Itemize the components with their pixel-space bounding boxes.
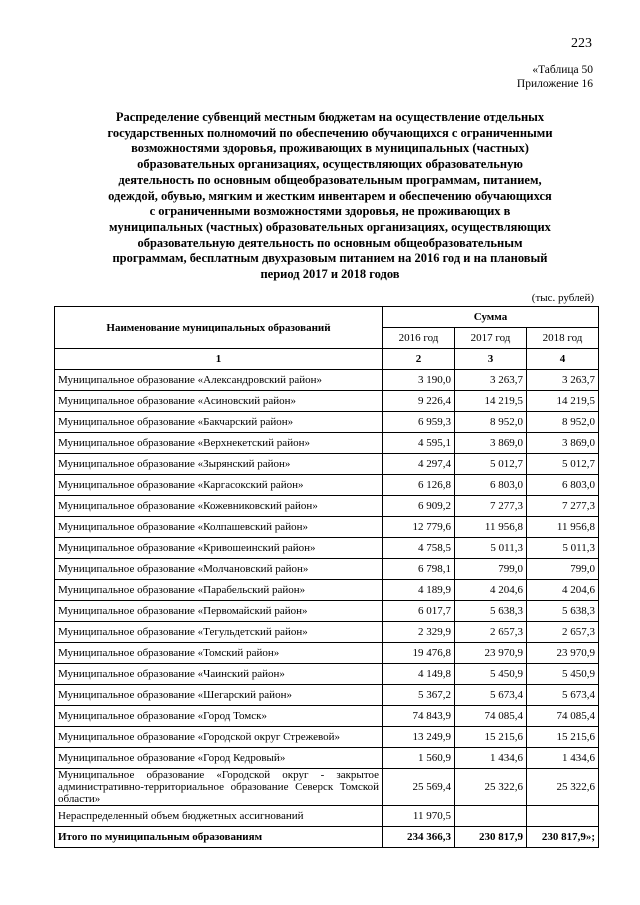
value-2018: 11 956,8 (527, 517, 599, 538)
total-2018: 230 817,9»; (527, 827, 599, 848)
value-2016: 6 126,8 (383, 475, 455, 496)
value-2017: 5 450,9 (455, 664, 527, 685)
total-row (55, 827, 599, 848)
municipality-name: Муниципальное образование «Чаинский район» (55, 664, 383, 685)
table-row (55, 559, 599, 580)
table-number: «Таблица 50 (532, 64, 593, 76)
value-2017: 23 970,9 (455, 643, 527, 664)
value-2017: 3 263,7 (455, 370, 527, 391)
title-line: одеждой, обувью, мягким и жестким инвентарем и обеспечению обучающихся (108, 188, 552, 203)
municipality-name: Муниципальное образование «Каргасокский район» (55, 475, 383, 496)
value-2018: 74 085,4 (527, 706, 599, 727)
title-line: деятельность по основным общеобразовательным программам, питанием, (118, 172, 542, 187)
table-row (55, 475, 599, 496)
title-line: государственных полномочий по обеспечению обучающихся с ограниченными (107, 125, 553, 140)
value-2018: 5 673,4 (527, 685, 599, 706)
table-row (55, 685, 599, 706)
value-2018: 25 322,6 (527, 769, 599, 806)
value-2017: 799,0 (455, 559, 527, 580)
value-2017: 2 657,3 (455, 622, 527, 643)
municipality-name: Муниципальное образование «Парабельский район» (55, 580, 383, 601)
value-2016: 4 297,4 (383, 454, 455, 475)
table-row (55, 517, 599, 538)
table-row (55, 433, 599, 454)
title-line: образовательных организациях, осуществляющих образовательную (137, 157, 523, 172)
municipality-name: Муниципальное образование «Шегарский район» (55, 685, 383, 706)
municipality-name: Нераспределенный объем бюджетных ассигнований (55, 806, 383, 827)
header-2018: 2018 год (527, 328, 599, 349)
page-number: 223 (571, 36, 592, 51)
value-2016: 13 249,9 (383, 727, 455, 748)
appendix-number: Приложение 16 (516, 78, 593, 90)
total-label: Итого по муниципальным образованиям (55, 827, 383, 848)
table-row (55, 538, 599, 559)
value-2016: 9 226,4 (383, 391, 455, 412)
total-2016: 234 366,3 (383, 827, 455, 848)
value-2016: 2 329,9 (383, 622, 455, 643)
value-2017: 11 956,8 (455, 517, 527, 538)
value-2017: 5 011,3 (455, 538, 527, 559)
total-2017: 230 817,9 (455, 827, 527, 848)
municipality-name: Муниципальное образование «Кожевниковский район» (55, 496, 383, 517)
municipality-name: Муниципальное образование «Молчановский район» (55, 559, 383, 580)
value-2017 (455, 806, 527, 827)
value-2016: 1 560,9 (383, 748, 455, 769)
value-2017: 7 277,3 (455, 496, 527, 517)
municipality-name: Муниципальное образование «Верхнекетский район» (55, 433, 383, 454)
value-2016: 4 758,5 (383, 538, 455, 559)
table-row (55, 412, 599, 433)
table-row (55, 391, 599, 412)
header-sum: Сумма (383, 307, 599, 328)
municipality-name: Муниципальное образование «Бакчарский район» (55, 412, 383, 433)
subsidy-table (54, 306, 599, 848)
table-row (55, 622, 599, 643)
value-2018: 6 803,0 (527, 475, 599, 496)
value-2017: 5 012,7 (455, 454, 527, 475)
value-2016: 4 149,8 (383, 664, 455, 685)
value-2018: 5 638,3 (527, 601, 599, 622)
value-2018: 799,0 (527, 559, 599, 580)
value-2018: 5 011,3 (527, 538, 599, 559)
table-row (55, 370, 599, 391)
value-2017: 15 215,6 (455, 727, 527, 748)
table-row (55, 806, 599, 827)
column-number-3: 3 (455, 349, 527, 370)
header-municipality: Наименование муниципальных образований (55, 307, 383, 349)
value-2017: 6 803,0 (455, 475, 527, 496)
table-row (55, 769, 599, 806)
value-2017: 25 322,6 (455, 769, 527, 806)
value-2017: 5 638,3 (455, 601, 527, 622)
column-number-1: 1 (55, 349, 383, 370)
title-line: с ограниченными возможностями здоровья, не проживающих в (149, 204, 511, 219)
value-2018: 14 219,5 (527, 391, 599, 412)
table-row (55, 748, 599, 769)
table-row (55, 454, 599, 475)
table-body (55, 370, 599, 827)
document-title (70, 110, 590, 283)
value-2017: 3 869,0 (455, 433, 527, 454)
value-2017: 5 673,4 (455, 685, 527, 706)
value-2016: 4 189,9 (383, 580, 455, 601)
value-2018: 5 012,7 (527, 454, 599, 475)
municipality-name: Муниципальное образование «Тегульдетский район» (55, 622, 383, 643)
municipality-name: Муниципальное образование «Городской округ Стрежевой» (55, 727, 383, 748)
value-2017: 74 085,4 (455, 706, 527, 727)
value-2018: 8 952,0 (527, 412, 599, 433)
column-number-4: 4 (527, 349, 599, 370)
value-2018: 3 263,7 (527, 370, 599, 391)
municipality-name: Муниципальное образование «Кривошеинский район» (55, 538, 383, 559)
header-2017: 2017 год (455, 328, 527, 349)
value-2016: 12 779,6 (383, 517, 455, 538)
value-2017: 1 434,6 (455, 748, 527, 769)
column-number-2: 2 (383, 349, 455, 370)
value-2018 (527, 806, 599, 827)
value-2016: 5 367,2 (383, 685, 455, 706)
table-row (55, 727, 599, 748)
title-line: образовательную деятельность по основным общеобразовательным (137, 235, 523, 250)
value-2017: 4 204,6 (455, 580, 527, 601)
value-2016: 6 959,3 (383, 412, 455, 433)
table-row (55, 601, 599, 622)
value-2018: 7 277,3 (527, 496, 599, 517)
value-2018: 2 657,3 (527, 622, 599, 643)
table-row (55, 643, 599, 664)
municipality-name: Муниципальное образование «Асиновский район» (55, 391, 383, 412)
value-2018: 1 434,6 (527, 748, 599, 769)
municipality-name: Муниципальное образование «Зырянский район» (55, 454, 383, 475)
value-2016: 19 476,8 (383, 643, 455, 664)
value-2018: 5 450,9 (527, 664, 599, 685)
header-2016: 2016 год (383, 328, 455, 349)
municipality-name: Муниципальное образование «Город Кедровый» (55, 748, 383, 769)
municipality-name: Муниципальное образование «Городской округ - закрытое административно-территориальное образование Северск Томской области» (55, 769, 383, 806)
table-row (55, 664, 599, 685)
table-row (55, 706, 599, 727)
title-line: период 2017 и 2018 годов (260, 267, 400, 282)
title-line: муниципальных (частных) образовательных организациях, осуществляющих (109, 219, 551, 234)
value-2018: 3 869,0 (527, 433, 599, 454)
municipality-name: Муниципальное образование «Томский район» (55, 643, 383, 664)
title-line: программам, бесплатным двухразовым питанием на 2016 год и на плановый (112, 251, 548, 266)
value-2016: 6 798,1 (383, 559, 455, 580)
value-2016: 25 569,4 (383, 769, 455, 806)
value-2016: 4 595,1 (383, 433, 455, 454)
table-row (55, 580, 599, 601)
municipality-name: Муниципальное образование «Город Томск» (55, 706, 383, 727)
table-reference (517, 63, 593, 91)
value-2016: 6 909,2 (383, 496, 455, 517)
value-2018: 23 970,9 (527, 643, 599, 664)
table-row (55, 496, 599, 517)
municipality-name: Муниципальное образование «Александровский район» (55, 370, 383, 391)
value-2016: 74 843,9 (383, 706, 455, 727)
municipality-name: Муниципальное образование «Первомайский район» (55, 601, 383, 622)
value-2017: 14 219,5 (455, 391, 527, 412)
value-2018: 4 204,6 (527, 580, 599, 601)
municipality-name: Муниципальное образование «Колпашевский район» (55, 517, 383, 538)
title-line: возможностями здоровья, проживающих в муниципальных (частных) (131, 141, 529, 156)
units-label: (тыс. рублей) (531, 292, 594, 304)
value-2016: 6 017,7 (383, 601, 455, 622)
title-line: Распределение субвенций местным бюджетам на осуществление отдельных (115, 110, 545, 124)
value-2017: 8 952,0 (455, 412, 527, 433)
value-2016: 3 190,0 (383, 370, 455, 391)
value-2018: 15 215,6 (527, 727, 599, 748)
value-2016: 11 970,5 (383, 806, 455, 827)
